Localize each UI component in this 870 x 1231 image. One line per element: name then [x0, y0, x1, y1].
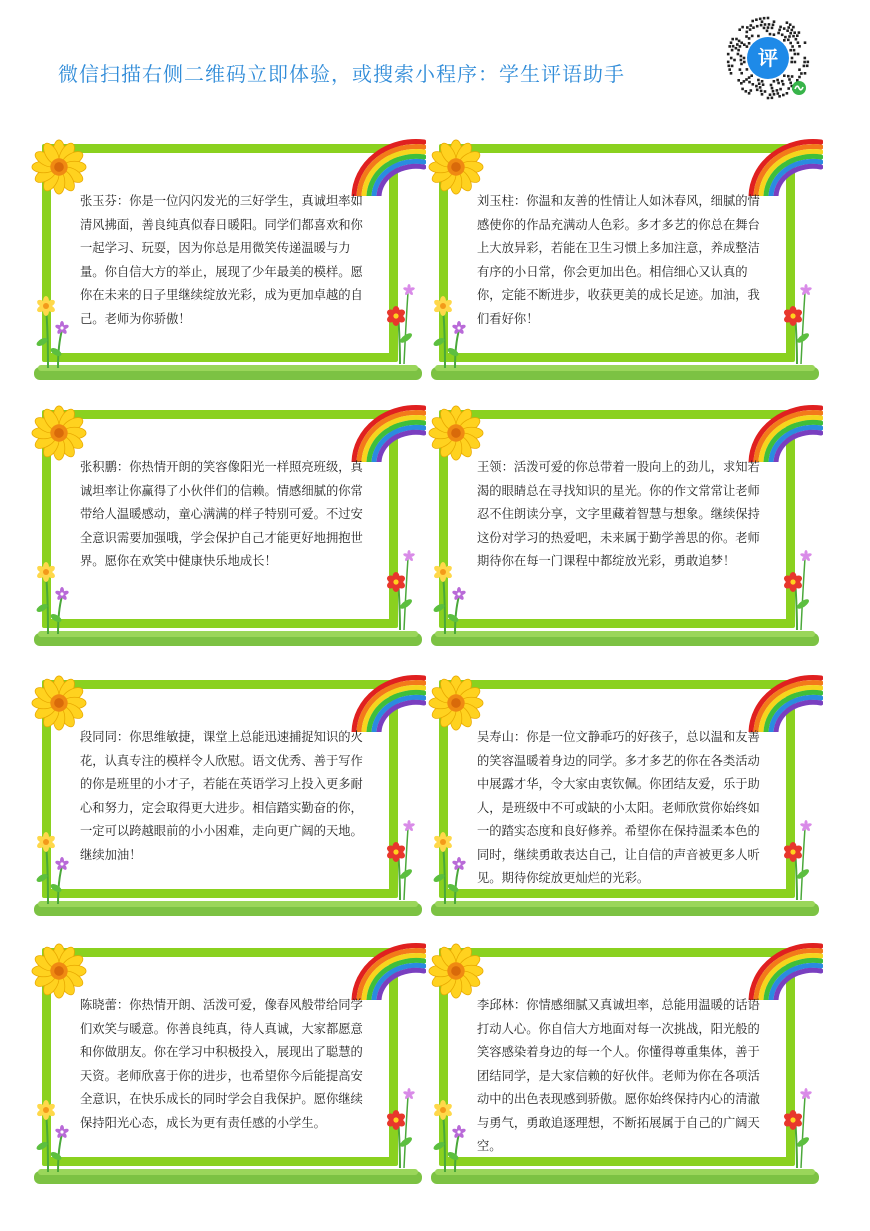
student-name: 李邱林：: [477, 998, 527, 1012]
comment-body: 你温和友善的性情让人如沐春风，细腻的情感使你的作品充满动人色彩。多才多艺的你总在舞台上大放异彩，若能在卫生习惯上多加注意，养成整洁有序的小日常，你会更加出色。相信细心又认真的你，定能不断进步，收获更美的成长足迹。加油，我们看好你！: [477, 194, 760, 326]
rainbow-icon: [346, 670, 426, 732]
student-name: 张积鹏：: [80, 460, 130, 474]
comment-text: [477, 994, 767, 1159]
yellow-flower-icon: [431, 556, 471, 634]
rainbow-icon: [743, 134, 823, 196]
comment-card: [437, 944, 817, 1184]
comment-text: [80, 994, 370, 1135]
header: [0, 0, 870, 120]
red-flower-icon: [384, 1086, 416, 1168]
red-flower-icon: [384, 818, 416, 900]
comment-card: [40, 140, 420, 380]
sunflower-icon: [30, 404, 88, 462]
comment-body: 你热情开朗、活泼可爱，像春风般带给同学们欢笑与暖意。你善良纯真，待人真诚，大家都愿意和你做朋友。你在学习中积极投入，展现出了聪慧的天资。老师欣喜于你的进步，也希望你今后能提高安全意识，在快乐成长的同时学会自我保护。愿你继续保持阳光心态，成长为更有责任感的小学生。: [80, 998, 363, 1130]
grass-decoration: [431, 1166, 819, 1184]
sunflower-icon: [427, 674, 485, 732]
student-name: 陈晓蕾：: [80, 998, 130, 1012]
grass-decoration: [34, 1166, 422, 1184]
sunflower-icon: [30, 942, 88, 1000]
qr-code-icon[interactable]: [722, 12, 814, 104]
grass-decoration: [431, 362, 819, 380]
comment-text: [477, 726, 767, 891]
sunflower-icon: [427, 404, 485, 462]
grass-decoration: [431, 628, 819, 646]
student-name: 王领：: [477, 460, 514, 474]
sunflower-icon: [427, 138, 485, 196]
student-name: 段同同：: [80, 730, 130, 744]
comment-text: [80, 456, 370, 574]
comment-card: [437, 406, 817, 646]
sunflower-icon: [30, 674, 88, 732]
yellow-flower-icon: [34, 826, 74, 904]
grass-decoration: [34, 898, 422, 916]
sunflower-icon: [427, 942, 485, 1000]
comment-text: [477, 456, 767, 574]
red-flower-icon: [384, 282, 416, 364]
comment-body: 你情感细腻又真诚坦率，总能用温暖的话语打动人心。你自信大方地面对每一次挑战，阳光般的笑容感染着身边的每一个人。你懂得尊重集体，善于团结同学，是大家信赖的好伙伴。老师为你在各项活动中的出色表现感到骄傲。愿你始终保持内心的清澈与勇气，勇敢追逐理想，不断拓展属于自己的广阔天空。: [477, 998, 760, 1153]
yellow-flower-icon: [431, 1094, 471, 1172]
comment-card: [437, 140, 817, 380]
yellow-flower-icon: [34, 556, 74, 634]
comment-body: 活泼可爱的你总带着一股向上的劲儿，求知若渴的眼睛总在寻找知识的星光。你的作文常常让老师忍不住朗读分享，文字里藏着智慧与想象。继续保持这份对学习的热爱吧，未来属于勤学善思的你。老师期待你在每一门课程中都绽放光彩，勇敢追梦！: [477, 460, 760, 568]
red-flower-icon: [781, 282, 813, 364]
header-banner-text: 微信扫描右侧二维码立即体验，或搜索小程序：学生评语助手: [58, 62, 625, 86]
red-flower-icon: [781, 548, 813, 630]
comment-body: 你是一位文静乖巧的好孩子，总以温和友善的笑容温暖着身边的同学。多才多艺的你在各类活动中展露才华，令大家由衷钦佩。你团结友爱，乐于助人，是班级中不可或缺的小太阳。老师欣赏你始终如一的踏实态度和良好修养。希望你在保持温柔本色的同时，继续勇敢表达自己，让自信的声音被更多人听见。期待你绽放更灿烂的光彩。: [477, 730, 760, 885]
red-flower-icon: [781, 1086, 813, 1168]
yellow-flower-icon: [431, 290, 471, 368]
sunflower-icon: [30, 138, 88, 196]
student-name: 刘玉柱：: [477, 194, 527, 208]
red-flower-icon: [781, 818, 813, 900]
comment-card: [40, 676, 420, 916]
rainbow-icon: [346, 400, 426, 462]
yellow-flower-icon: [34, 290, 74, 368]
red-flower-icon: [384, 548, 416, 630]
yellow-flower-icon: [34, 1094, 74, 1172]
comment-text: [477, 190, 767, 331]
comment-card: [40, 944, 420, 1184]
yellow-flower-icon: [431, 826, 471, 904]
qr-badge-text: 评: [758, 46, 778, 70]
grass-decoration: [34, 362, 422, 380]
student-name: 吴寿山：: [477, 730, 527, 744]
comment-card: [437, 676, 817, 916]
student-name: 张玉芬：: [80, 194, 130, 208]
comment-body: 你热情开朗的笑容像阳光一样照亮班级，真诚坦率让你赢得了小伙伴们的信赖。情感细腻的你常带给人温暖感动，童心满满的样子特别可爱。不过安全意识需要加强哦，学会保护自己才能更好地拥抱世界。愿你在欢笑中健康快乐地成长！: [80, 460, 363, 568]
rainbow-icon: [346, 938, 426, 1000]
rainbow-icon: [743, 938, 823, 1000]
comment-text: [80, 726, 370, 867]
comment-card: [40, 406, 420, 646]
rainbow-icon: [743, 400, 823, 462]
grass-decoration: [431, 898, 819, 916]
grass-decoration: [34, 628, 422, 646]
comment-body: 你思维敏捷，课堂上总能迅速捕捉知识的火花，认真专注的模样令人欣慰。语文优秀、善于写作的你是班里的小才子，若能在英语学习上投入更多耐心和努力，定会取得更大进步。相信踏实勤奋的你，一定可以跨越眼前的小小困难，走向更广阔的天地。继续加油！: [80, 730, 363, 862]
comment-body: 你是一位闪闪发光的三好学生，真诚坦率如清风拂面，善良纯真似春日暖阳。同学们都喜欢和你一起学习、玩耍，因为你总是用微笑传递温暖与力量。你自信大方的举止，展现了少年最美的模样。愿你在未来的日子里继续绽放光彩，成为更加卓越的自己。老师为你骄傲！: [80, 194, 363, 326]
rainbow-icon: [743, 670, 823, 732]
comment-text: [80, 190, 370, 331]
rainbow-icon: [346, 134, 426, 196]
